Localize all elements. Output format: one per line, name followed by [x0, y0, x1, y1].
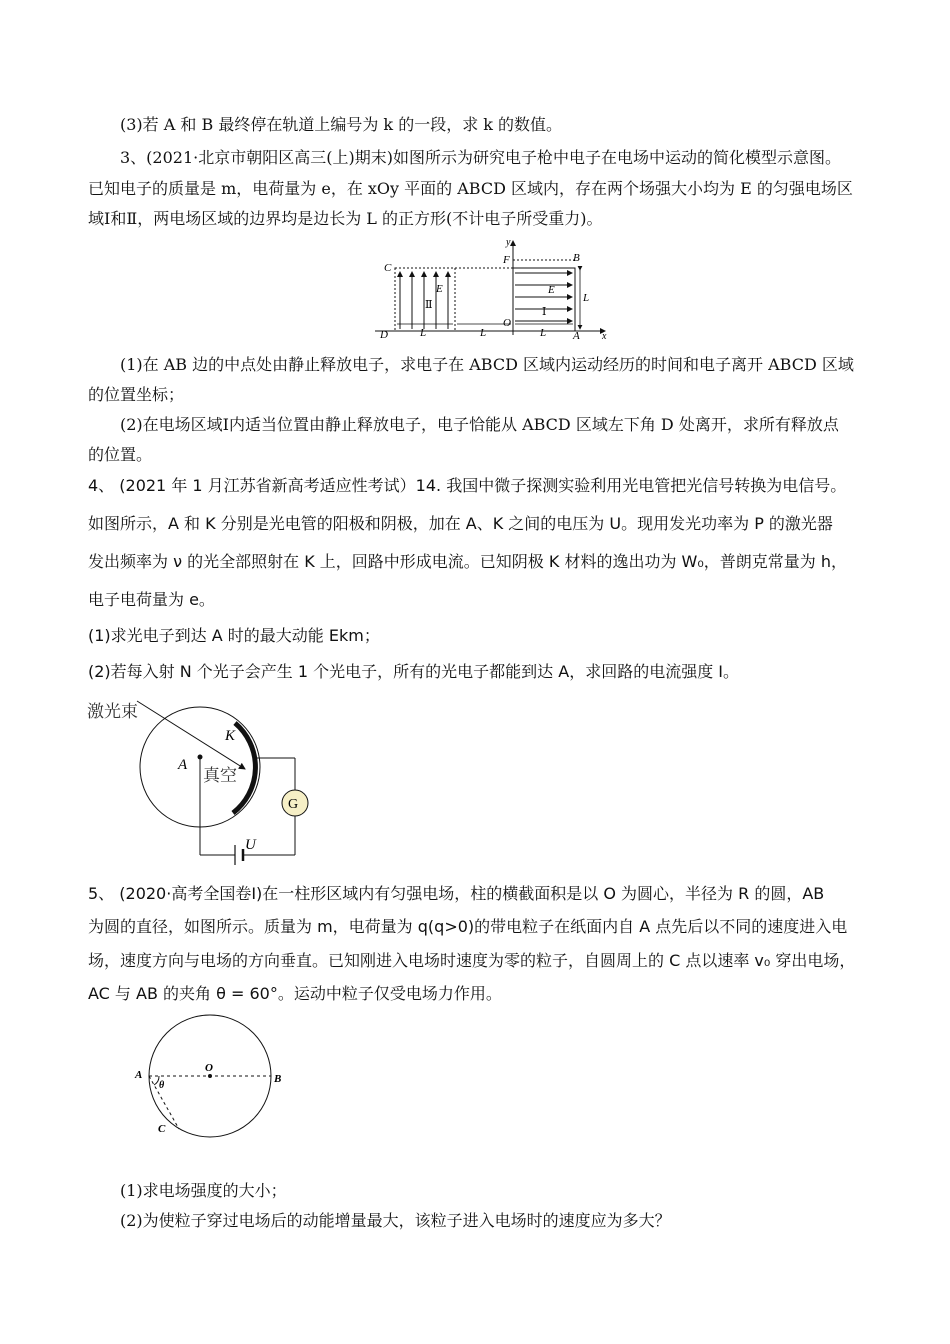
q5-line4: AC 与 AB 的夹角 θ = 60°。运动中粒子仅受电场力作用。	[88, 984, 502, 1003]
label-vacuum: 真空	[203, 766, 237, 785]
q3-part2-line2: 的位置。	[88, 445, 153, 464]
label-C: C	[158, 1123, 166, 1135]
q4-line2: 如图所示，A 和 K 分别是光电管的阳极和阴极，加在 A、K 之间的电压为 U。现用发光功率为 P 的激光器	[88, 514, 833, 533]
label-A-anode: A	[178, 757, 188, 773]
q4-part1: (1)求光电子到达 A 时的最大动能 Ekm；	[88, 626, 380, 645]
label-L-3: L	[540, 327, 547, 339]
q5-line1: 5、 (2020·高考全国卷Ⅰ)在一柱形区域内有匀强电场，柱的横截面积是以 O 为圆心，半径为 R 的圆，AB	[88, 884, 825, 903]
label-U: U	[245, 837, 256, 853]
q5-circle-diagram	[125, 1010, 295, 1145]
q3-line2: 已知电子的质量是 m，电荷量为 e，在 xOy 平面的 ABCD 区域内，存在两个场强大小均为 E 的匀强电场区	[88, 179, 853, 198]
label-C: C	[384, 262, 392, 274]
q5-line2: 为圆的直径，如图所示。质量为 m，电荷量为 q(q>0)的带电粒子在纸面内自 A 点先后以不同的速度进入电	[88, 917, 848, 936]
q3-line1: 3、(2021·北京市朝阳区高三(上)期末)如图所示为研究电子枪中电子在电场中运动的简化模型示意图。	[120, 148, 841, 167]
label-O: O	[205, 1062, 213, 1074]
label-L-2: L	[480, 327, 487, 339]
label-B: B	[274, 1073, 282, 1085]
label-region1: Ⅰ	[542, 306, 547, 318]
q4-line3: 发出频率为 ν 的光全部照射在 K 上，回路中形成电流。已知阴极 K 材料的逸出功为 W₀，普朗克常量为 h，	[88, 552, 847, 571]
q4-line1: 4、 (2021 年 1 月江苏省新高考适应性考试）14. 我国中微子探测实验利用光电管把光信号转换为电信号。	[88, 476, 847, 495]
label-y: y	[506, 237, 511, 248]
label-K: K	[225, 728, 236, 744]
q4-photocell-diagram	[85, 695, 325, 870]
q3-part1-line2: 的位置坐标；	[88, 385, 185, 404]
q5-line3: 场，速度方向与电场的方向垂直。已知刚进入电场时速度为零的粒子，自圆周上的 C 点以速率 v₀ 穿出电场，	[88, 951, 856, 970]
q3-line3: 域Ⅰ和Ⅱ，两电场区域的边界均是边长为 L 的正方形(不计电子所受重力)。	[88, 209, 603, 228]
label-D: D	[380, 329, 388, 341]
label-laser-beam: 激光束	[87, 702, 138, 721]
q3-field-diagram	[370, 235, 620, 345]
label-E-region2: E	[436, 283, 443, 295]
label-G: G	[288, 797, 299, 812]
label-L-1: L	[420, 327, 427, 339]
label-x: x	[602, 331, 607, 342]
label-A: A	[573, 330, 580, 342]
q3-part2-line1: (2)在电场区域Ⅰ内适当位置由静止释放电子，电子恰能从 ABCD 区域左下角 D 处离开，求所有释放点	[120, 415, 839, 434]
label-B: B	[573, 252, 580, 264]
q3-part1-line1: (1)在 AB 边的中点处由静止释放电子，求电子在 ABCD 区域内运动经历的时间和电子离开 ABCD 区域	[120, 355, 854, 374]
q5-part1: (1)求电场强度的大小；	[120, 1181, 287, 1200]
label-theta: θ	[159, 1080, 165, 1091]
label-L-side: L	[583, 292, 590, 304]
label-F: F	[503, 254, 510, 266]
label-A: A	[135, 1069, 143, 1081]
q5-part2: (2)为使粒子穿过电场后的动能增量最大，该粒子进入电场时的速度应为多大？	[120, 1211, 671, 1230]
label-O: O	[503, 317, 511, 329]
label-region2: Ⅱ	[425, 299, 433, 311]
q2-part3: (3)若 A 和 B 最终停在轨道上编号为 k 的一段，求 k 的数值。	[120, 115, 563, 134]
q4-part2: (2)若每入射 N 个光子会产生 1 个光电子，所有的光电子都能到达 A，求回路的电流强度 I。	[88, 662, 739, 681]
label-E-region1: E	[548, 284, 555, 296]
q4-line4: 电子电荷量为 e。	[88, 590, 215, 609]
